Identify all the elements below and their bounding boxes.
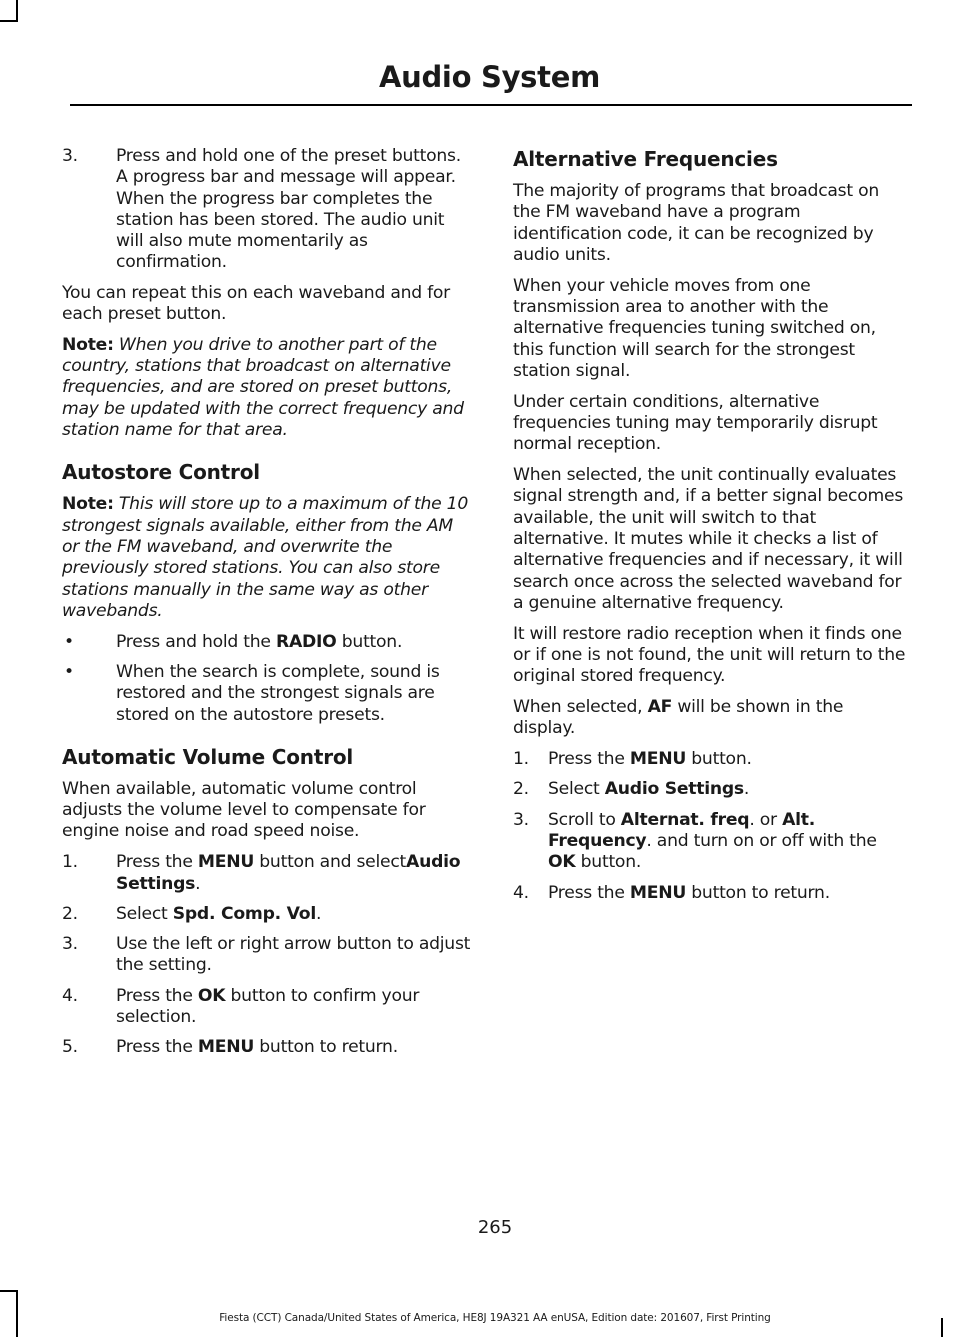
paragraph: The majority of programs that broadcast on the FM waveband have a program identification code, it can be recognized by audio units. <box>513 181 879 265</box>
list-item: 4. Press the OK button to confirm your selection. <box>62 985 420 1027</box>
list-item: 1. Press the MENU button and selectAudio Settings. <box>62 852 461 894</box>
header-divider <box>70 104 912 106</box>
list-item: 3. Use the left or right arrow button to adjust the setting. <box>62 934 471 976</box>
list-item: 3. Scroll to Alternat. freq. or Alt. Frequency. and turn on or off with the OK button. <box>513 809 877 873</box>
section-heading-avc: Automatic Volume Control <box>62 744 354 769</box>
list-item: 4. Press the MENU button to return. <box>513 882 830 903</box>
paragraph: When your vehicle moves from one transmission area to another with the alternative frequencies tuning switched on, this function will search for the strongest station signal. <box>513 275 876 381</box>
crop-mark <box>16 0 18 20</box>
paragraph: When selected, AF will be shown in the display. <box>513 697 844 739</box>
paragraph: Under certain conditions, alternative frequencies tuning may temporarily disrupt normal reception. <box>513 391 878 455</box>
paragraph: You can repeat this on each waveband and for each preset button. <box>62 282 450 325</box>
list-item: 2. Select Audio Settings. <box>513 779 750 800</box>
bullet-item: • Press and hold the RADIO button. <box>64 631 403 652</box>
paragraph: It will restore radio reception when it finds one or if one is not found, the unit will return to the original stored frequency. <box>513 623 906 687</box>
note: Note: This will store up to a maximum of the 10 strongest signals available, either from the AM or the FM waveband, and overwrite the previously stored stations. You can also store stations manually in the same way as other wavebands. <box>62 494 469 621</box>
list-item: 2. Select Spd. Comp. Vol. <box>62 903 322 924</box>
list-item: 3. Press and hold one of the preset buttons. A progress bar and message will appear. When the progress bar completes the station has been stored. The audio unit will also mute momentarily as confirmation. <box>62 146 461 273</box>
left-column <box>62 146 474 1068</box>
bullet-item: • When the search is complete, sound is restored and the strongest signals are stored on the autostore presets. <box>64 661 440 725</box>
list-item: 5. Press the MENU button to return. <box>62 1037 398 1058</box>
list-item: 1. Press the MENU button. <box>513 749 752 770</box>
paragraph: When selected, the unit continually evaluates signal strength and, if a better signal becomes available, the unit will switch to that alternative. It mutes while it checks a list of alternative frequencies and if necessary, it will search once across the selected waveband for a genuine alternative frequency. <box>513 465 904 613</box>
note: Note: When you drive to another part of the country, stations that broadcast on alternative frequencies, and are stored on preset buttons, may be updated with the correct frequency and station name for that area. <box>62 334 464 441</box>
section-heading-af: Alternative Frequencies <box>513 147 778 171</box>
section-heading-autostore: Autostore Control <box>62 460 260 485</box>
page-number: 265 <box>477 1217 513 1238</box>
right-column <box>513 146 909 913</box>
crop-mark <box>0 1290 18 1292</box>
page-header-title: Audio System <box>378 60 600 94</box>
paragraph: When available, automatic volume control adjusts the volume level to compensate for engine noise and road speed noise. <box>62 778 426 842</box>
footer-text: Fiesta (CCT) Canada/United States of America, HE8J 19A321 AA enUSA, Edition date: 201607, First Printing <box>219 1312 771 1324</box>
crop-mark <box>0 20 18 22</box>
